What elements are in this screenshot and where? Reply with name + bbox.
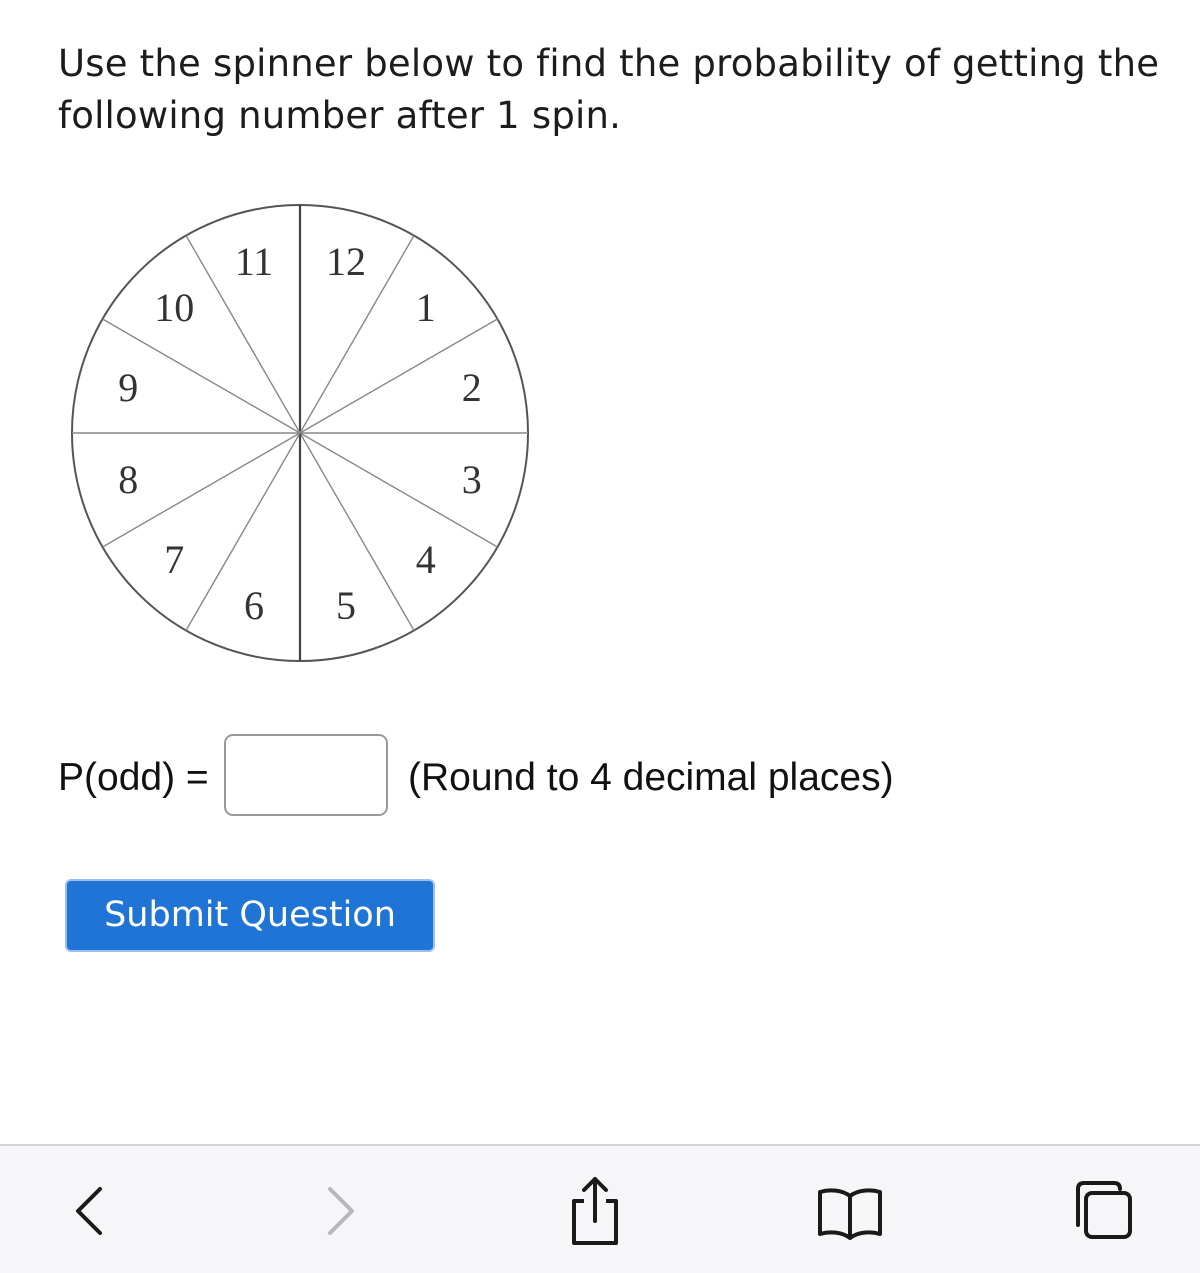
spinner-number-6: 6: [244, 582, 264, 628]
spinner-number-3: 3: [461, 457, 482, 502]
bookmarks-button[interactable]: [805, 1166, 895, 1256]
forward-icon: [310, 1181, 370, 1241]
spinner-number-11: 11: [234, 239, 274, 285]
spinner-diagram: [60, 200, 540, 670]
spinner-number-5: 5: [336, 582, 356, 628]
spinner-number-1: 1: [415, 285, 436, 331]
spinner-number-2: 2: [461, 365, 482, 410]
share-button[interactable]: [550, 1166, 640, 1256]
back-icon: [60, 1181, 120, 1241]
spinner-svg: [60, 200, 540, 670]
bookmarks-icon: [810, 1176, 890, 1246]
rounding-instruction: (Round to 4 decimal places): [408, 756, 894, 799]
spinner-number-9: 9: [118, 365, 139, 410]
submit-question-button[interactable]: Submit Question: [65, 879, 435, 952]
spinner-number-10: 10: [154, 285, 195, 331]
share-icon: [560, 1171, 630, 1251]
spinner-number-12: 12: [326, 239, 366, 285]
tabs-icon: [1062, 1171, 1142, 1251]
spinner-number-4: 4: [415, 536, 436, 582]
probability-label: P(odd) =: [58, 756, 209, 799]
answer-input[interactable]: [224, 734, 388, 816]
forward-button[interactable]: [295, 1166, 385, 1256]
tabs-button[interactable]: [1057, 1166, 1147, 1256]
spinner-number-7: 7: [164, 536, 185, 582]
question-text: Use the spinner below to find the probability of getting the following number after 1 spin.: [58, 42, 1160, 137]
browser-toolbar: [0, 1144, 1200, 1273]
spinner-number-8: 8: [118, 457, 139, 502]
back-button[interactable]: [45, 1166, 135, 1256]
answer-row: [58, 734, 1158, 820]
